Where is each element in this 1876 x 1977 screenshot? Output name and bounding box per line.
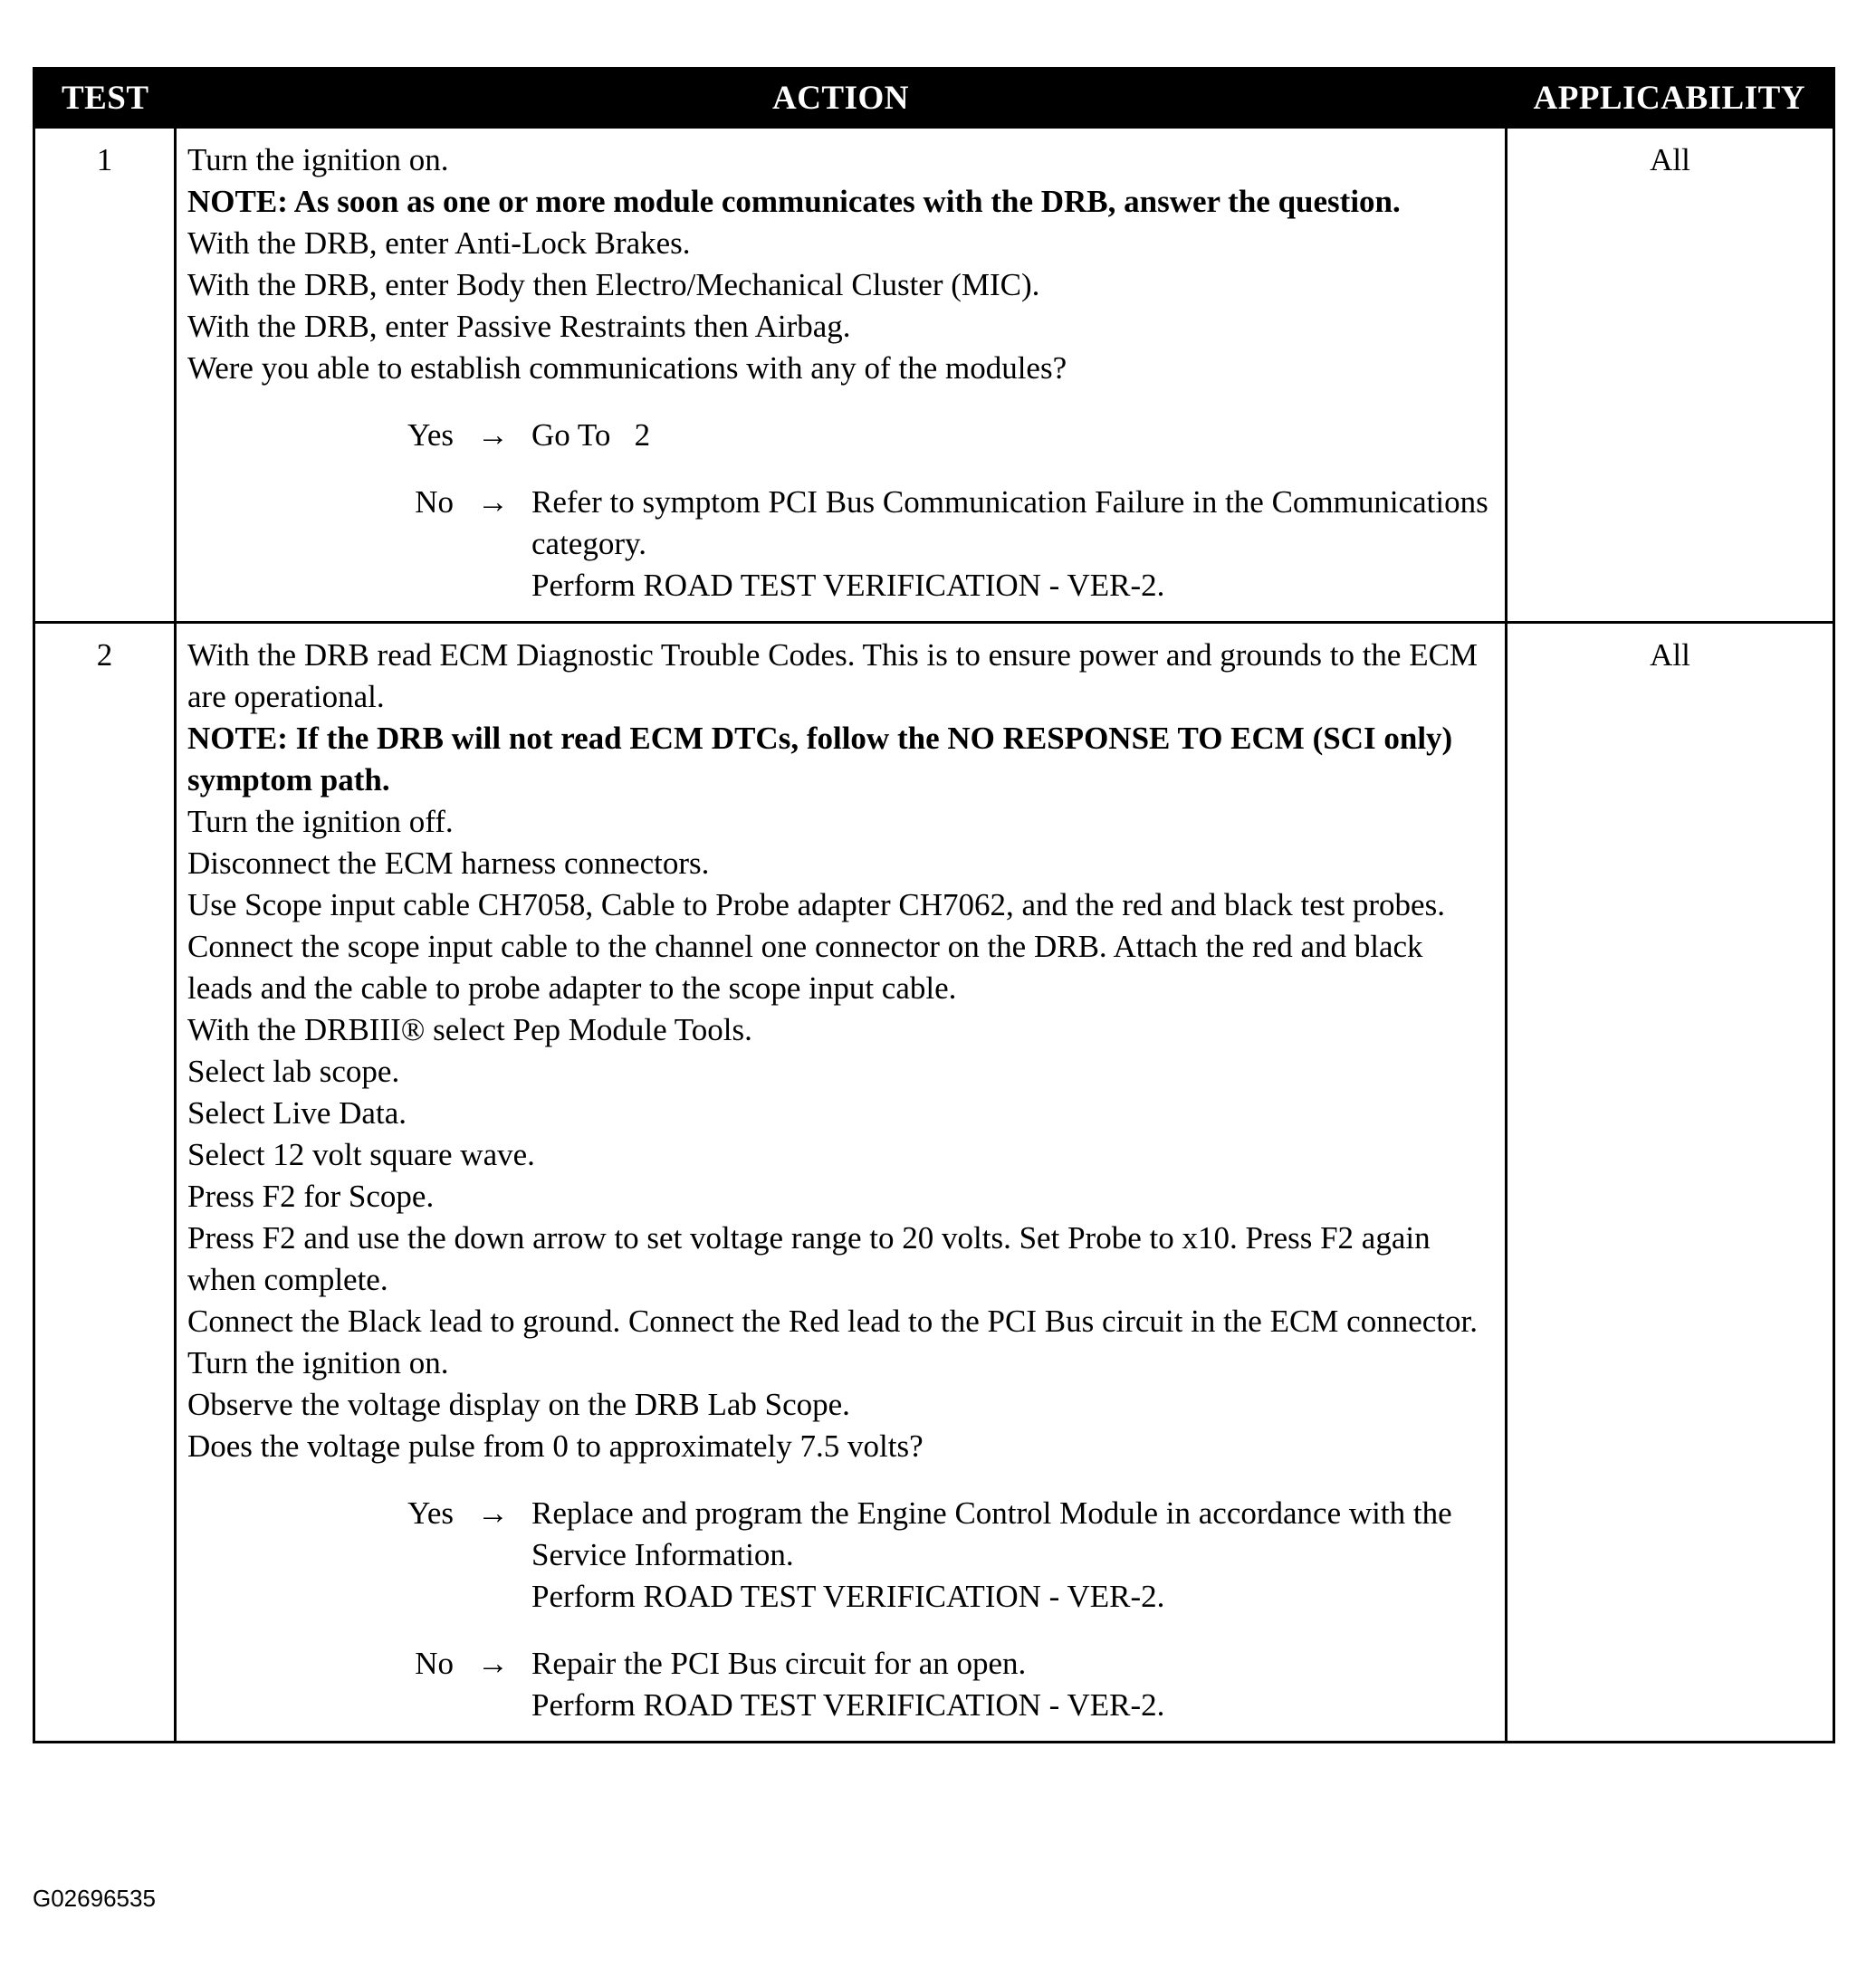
header-test: TEST [34,69,176,128]
instruction-line: With the DRB, enter Anti-Lock Brakes. [187,225,691,261]
table-row [34,128,1834,623]
table-header-row [34,69,1834,128]
answer-result-line: Refer to symptom PCI Bus Communication Failure in the Communications category. [531,484,1497,561]
instruction-line: With the DRBIII® select Pep Module Tools. [187,1012,752,1047]
table-body [34,128,1834,1743]
instruction-line: Select lab scope. [187,1054,400,1089]
arrow-right-icon: → [477,417,509,453]
answer-result-line: Perform ROAD TEST VERIFICATION - VER-2. [531,1579,1165,1614]
instruction-line: Disconnect the ECM harness connectors. [187,845,710,881]
instruction-line: Were you able to establish communications with any of the modules? [187,350,1067,386]
note-text: NOTE: As soon as one or more module communicates with the DRB, answer the question. [187,184,1401,219]
instruction-line: Observe the voltage display on the DRB Lab Scope. [187,1387,850,1422]
answer-result-line: Go To 2 [531,417,651,453]
test-action [176,623,1507,1743]
instruction-line: Select 12 volt square wave. [187,1137,535,1172]
answer-result [531,415,1494,456]
arrow-right-icon: → [477,484,509,520]
instruction-line: Does the voltage pulse from 0 to approximately 7.5 volts? [187,1428,924,1464]
header-applicability: APPLICABILITY [1507,69,1834,128]
test-number: 1 [34,128,176,623]
answer-no [187,482,1497,606]
answer-result [531,1493,1494,1618]
instruction-line: Press F2 for Scope. [187,1179,435,1214]
answer-label: Yes [407,1495,454,1531]
answer-result-line: Perform ROAD TEST VERIFICATION - VER-2. [531,568,1165,603]
test-applicability: All [1507,128,1834,623]
instruction-line: Turn the ignition on. [187,1345,449,1380]
instruction-line: Turn the ignition off. [187,804,454,839]
answer-yes [187,1493,1494,1618]
answer-yes [187,415,1494,456]
instruction-line: Connect the scope input cable to the channel one connector on the DRB. Attach the red and black leads and the cable to probe adapter to the scope input cable. [187,929,1423,1006]
answer-result [531,1643,1494,1726]
answer-result-line: Perform ROAD TEST VERIFICATION - VER-2. [531,1687,1165,1723]
instruction-line: With the DRB, enter Body then Electro/Mechanical Cluster (MIC). [187,267,1040,302]
arrow-right-icon: → [477,1646,509,1681]
header-action: ACTION [176,69,1507,128]
answer-result [531,482,1497,606]
answer-result-line: Replace and program the Engine Control Module in accordance with the Service Information. [531,1495,1460,1572]
answer-no [187,1643,1494,1726]
test-action [176,128,1507,623]
answer-result-line: Repair the PCI Bus circuit for an open. [531,1646,1027,1681]
instruction-line: Use Scope input cable CH7058, Cable to Probe adapter CH7062, and the red and black test probes. [187,887,1445,922]
diagnostic-test-table [33,67,1835,1743]
note-text: NOTE: If the DRB will not read ECM DTCs, follow the NO RESPONSE TO ECM (SCI only) symptom path. [187,721,1453,797]
table-row [34,623,1834,1743]
test-number: 2 [34,623,176,1743]
arrow-right-icon: → [477,1495,509,1531]
instruction-line: Press F2 and use the down arrow to set voltage range to 20 volts. Set Probe to x10. Press F2 again when complete. [187,1220,1431,1297]
answer-label: Yes [407,417,454,453]
instruction-line: Select Live Data. [187,1095,407,1131]
instruction-line: Connect the Black lead to ground. Connect the Red lead to the PCI Bus circuit in the ECM connector. [187,1304,1478,1339]
answer-label: No [415,1646,454,1681]
instruction-line: Turn the ignition on. [187,142,449,177]
figure-id: G02696535 [33,1885,156,1912]
instruction-line: With the DRB, enter Passive Restraints then Airbag. [187,309,851,344]
instruction-line: With the DRB read ECM Diagnostic Trouble Codes. This is to ensure power and grounds to the ECM are operational. [187,637,1479,714]
answer-label: No [415,484,454,520]
test-applicability: All [1507,623,1834,1743]
